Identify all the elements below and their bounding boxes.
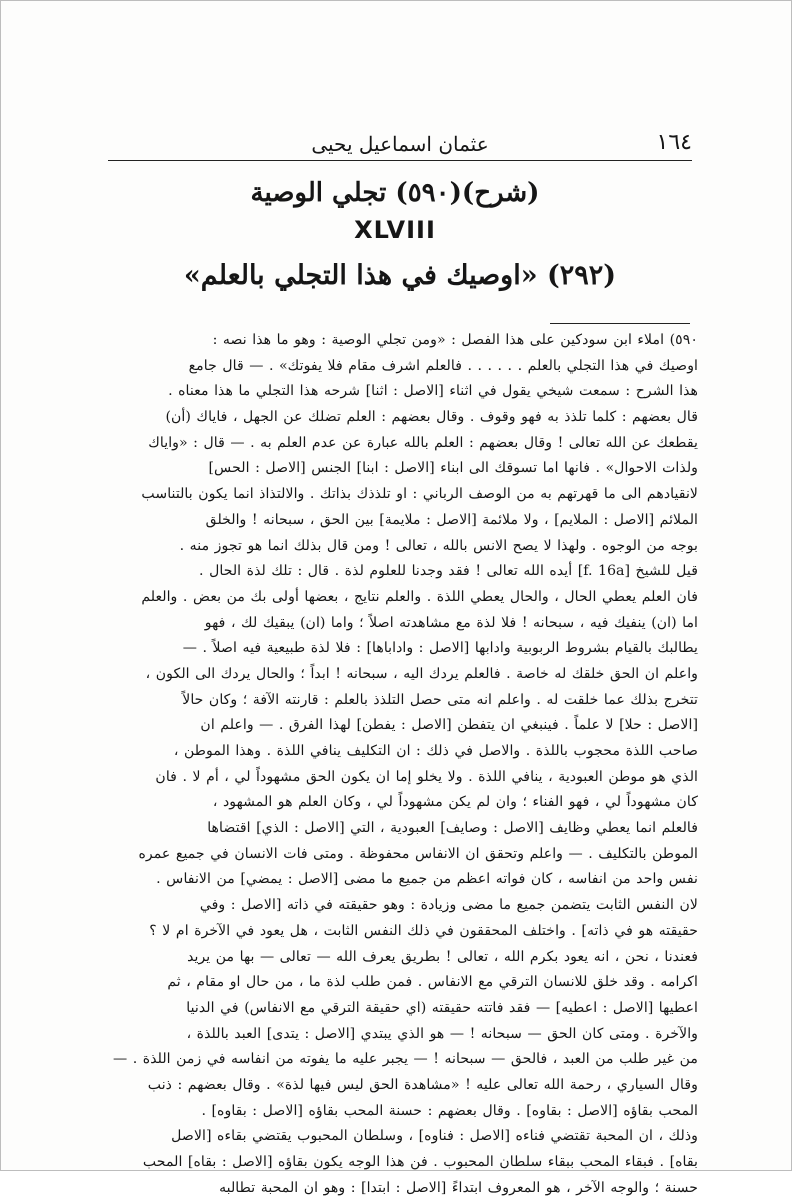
footnote-line: الموطن بالتكليف . — واعلم وتحقق ان الانفاس محفوظة . ومتى فات الانسان في جميع عمره — [138, 845, 698, 862]
footnote-line: هذا الشرح : سمعت شيخي يقول في اثناء [الاصل : اثنا] شرحه هذا التجلي ما هذا معناه . — [168, 383, 698, 400]
footnote-line: واعلم ان الحق خلقك له خاصة . فالعلم يردك اليه ، سبحانه ! ابداً ؛ والحال يردك الى الكون ، — [145, 665, 698, 682]
footnote-line: بوجه من الوجوه . ولهذا لا يصح الانس بالله ، تعالى ! ومن قال بذلك انما هو تجوز منه . — [179, 537, 698, 554]
footnote-line: وقال السياري ، رحمة الله تعالى عليه ! «مشاهدة الحق ليس فيها لذة» . وقال بعضهم : ذنب — [147, 1076, 698, 1093]
footnote-line: من غير طلب من العبد ، فالحق — سبحانه ! — يجبر عليه ما يفوته من انفاسه في زمن اللذة . — — [113, 1051, 698, 1068]
footnote-rule — [550, 323, 690, 324]
footnote-line: يقطعك عن الله تعالى ! وقال بعضهم : العلم بالله عبارة عن عدم العلم به . — قال : «واياك — [148, 434, 698, 451]
footnote-line: صاحب اللذة محجوب باللذة . والاصل في ذلك : ان التكليف ينافي اللذة . وهذا الموطن ، — [173, 743, 698, 759]
section-title: (شرح)(٥٩٠) تجلي الوصية — [250, 178, 540, 208]
footnote-line: قيل للشيخ [f. 16a] أيده الله تعالى ! فقد وجدنا للعلوم لذة . قال : تلك لذة الحال . — [199, 563, 698, 580]
footnote-line: فالعلم انما يعطي وظايف [الاصل : وصايف] العبودية ، التي [الاصل : الذي] اقتضاها — [207, 820, 698, 837]
footnote-line: فان العلم يعطي الحال ، والحال يعطي اللذة . والعلم نتايج ، بعضها أولى بك من بعض . والعلم — [141, 588, 698, 605]
footnote-line: اما (ان) ينفيك فيه ، سبحانه ! فلا لذة مع مشاهدته اصلاً ؛ واما (ان) يبقيك لك ، فهو — [204, 614, 698, 631]
footnote-line: اكرامه . وقد خلق للانسان الترقي مع الانفاس . فمن طلب لذة ما ، من حال او مقام ، ثم — [167, 974, 698, 991]
footnote-line: ٥٩٠) املاء ابن سودكين على هذا الفصل : «ومن تجلي الوصية : وهو ما هذا نصه : — [212, 332, 698, 348]
page-number: ١٦٤ — [656, 130, 692, 155]
footnote-line: الملائم [الاصل : الملايم] ، ولا ملائمة [الاصل : ملايمة] بين الحق ، سبحانه ! والخلق — [205, 511, 698, 528]
roman-numeral: XLVIII — [354, 216, 436, 244]
footnote-line: لان النفس الثابت يتضمن جميع ما مضى وزيادة : وهو حقيقته في ذاته [الاصل : وفي — [199, 897, 698, 914]
header-rule — [108, 160, 692, 161]
footnote-line: يطالبك بالقيام بشروط الربوبية وادابها [الاصل : واداباها] : فلا لذة طبيعية فيه اصلاً . — — [182, 640, 698, 657]
footnote-line: اوصيك في هذا التجلي بالعلم . . . . . . فالعلم اشرف مقام فلا يفوتك» . — قال جامع — [188, 357, 698, 374]
footnote-line: حسنة ؛ والوجه الآخر ، هو المعروف ابتداءً [الاصل : ابتدا] : وهو ان المحبة تطالبه — [219, 1179, 698, 1196]
running-head: عثمان اسماعيل يحيى — [311, 132, 489, 156]
footnote-line: وذلك ، ان المحبة تقتضي فناءه [الاصل : فناوه] ، وسلطان المحبوب يقتضي بقاءه [الاصل — [171, 1128, 698, 1145]
footnote-line: ولذات الاحوال» . فانها اما تسوقك الى ابناء [الاصل : ابنا] الجنس [الاصل : الحس] — [208, 460, 698, 477]
footnote-line: فعندنا ، نحن ، انه يعود بكرم الله ، تعالى ! بطريق يعرف الله — تعالى — بها من يريد — [187, 948, 698, 965]
quote-heading: (٢٩٢) «اوصيك في هذا التجلي بالعلم» — [183, 260, 617, 291]
footnote-line: كان مشهوداً لي ، فهو الفناء ؛ وان لم يكن مشهوداً لي ، وكان العلم هو المشهود ، — [212, 794, 698, 811]
footnote-line: الذي هو موطن العبودية ، ينافي اللذة . ولا يخلو إما ان يكون الحق مشهوداً لي ، أم لا . فان — [155, 768, 698, 785]
footnote-line: اعطيها [الاصل : اعطيه] — فقد فاتته حقيقته (اي حقيقة الترقي مع الانفاس) في الدنيا — [186, 999, 698, 1016]
footnote-line: والآخرة . ومتى كان الحق — سبحانه ! — هو الذي يبتدي [الاصل : يتدى] العبد باللذة ، — [186, 1025, 698, 1042]
footnote-line: المحب بقاؤه [الاصل : بقاوه] . وقال بعضهم : حسنة المحب بقاؤه [الاصل : بقاوه] . — [201, 1102, 698, 1119]
footnote-line: تتخرج بذلك عما خلقت له . واعلم انه متى حصل التلذذ بالعلم : قارنته الآفة ؛ وكان حالاً — [182, 691, 698, 708]
footnote-line: حقيقته هو في ذاته] . واختلف المحققون في ذلك النفس الثابت ، هل يعود في الآخرة ام لا ؟ — [149, 922, 698, 939]
footnote-line: بقاه] . فبقاء المحب ببقاء سلطان المحبوب . فن هذا الوجه يكون بقاؤه [الاصل : بقاه] المحب — [142, 1154, 698, 1170]
page-header — [108, 120, 692, 156]
footnote-line: [الاصل : حلا] لا علماً . فينبغي ان يتفطن [الاصل : يفطن] لهذا الفرق . — واعلم ان — [200, 717, 698, 734]
footnote-line: قال بعضهم : كلما تلذذ به فهو وقوف . وقال بعضهم : العلم تضلك عن الجهل ، فاياك (أن) — [165, 409, 698, 426]
footnote-line: لانقيادهم الى ما قهرتهم به من الوصف الرباني : او تلذذك بذاتك . والالتذاذ انما يكون بالتناسب — [141, 486, 698, 503]
footnote-body — [94, 328, 698, 1201]
footnote-line: نفس واحد من انفاسه ، كان فواته اعظم من جميع ما مضى [الاصل : يمضي] من الانفاس . — [156, 871, 698, 888]
